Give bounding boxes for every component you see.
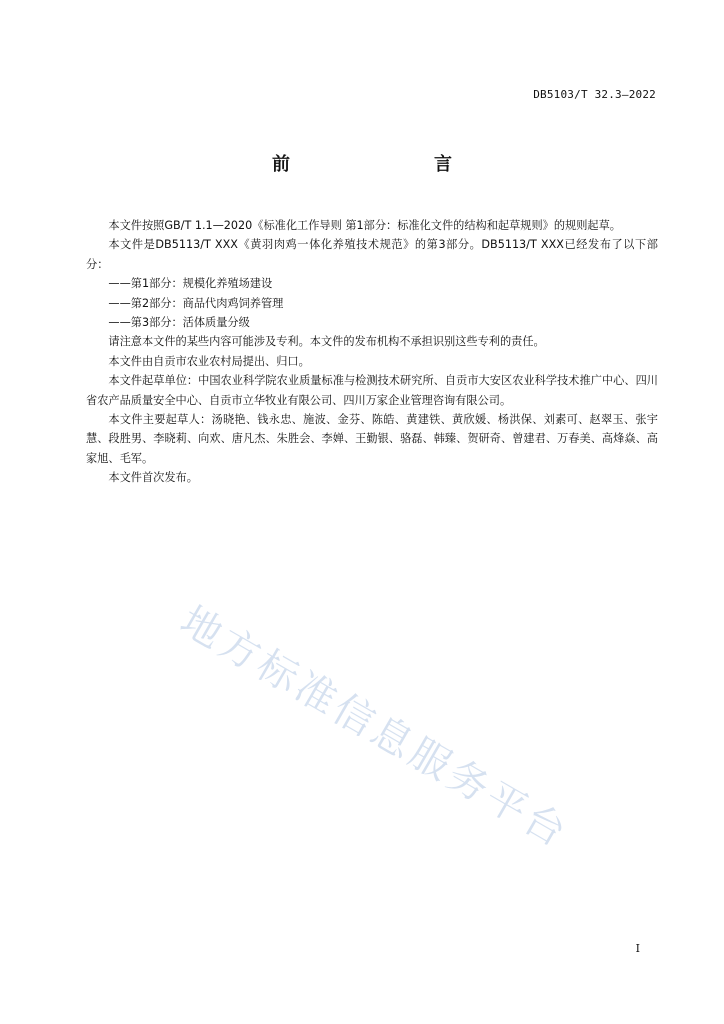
page-number: I: [635, 942, 640, 955]
watermark: 地方标准信息服务平台: [172, 597, 577, 858]
document-body: [86, 216, 658, 488]
paragraph-patent-notice: 请注意本文件的某些内容可能涉及专利。本文件的发布机构不承担识别这些专利的责任。: [108, 335, 545, 349]
paragraph-drafting-units: 本文件起草单位：中国农业科学院农业质量标准与检测技术研究所、自贡市大安区农业科学技术推广中心、四川省农产品质量安全中心、自贡市立华牧业有限公司、四川万家企业管理咨询有限公司。: [86, 374, 658, 407]
list-item-part-2: ——第2部分：商品代肉鸡饲养管理: [108, 296, 284, 310]
paragraph-drafters: 本文件主要起草人：汤晓艳、钱永忠、施波、金芬、陈皓、黄建铁、黄欣媛、杨洪保、刘素可、赵翠玉、张宇慧、段胜男、李晓莉、向欢、唐凡杰、朱胜会、李婵、王勤银、骆磊、韩臻、贺研奇、曾建君、万春美、高烽焱、高家旭、毛军。: [86, 413, 658, 465]
list-item-part-3: ——第3部分：活体质量分级: [108, 316, 250, 330]
paragraph-first-release: 本文件首次发布。: [108, 471, 198, 485]
paragraph-proposer: 本文件由自贡市农业农村局提出、归口。: [108, 354, 310, 368]
page-title: 前 言: [272, 154, 488, 175]
paragraph-series-info: 本文件是DB5113/T XXX《黄羽肉鸡一体化养殖技术规范》的第3部分。DB5113/T XXX已经发布了以下部分：: [86, 238, 658, 271]
paragraph-drafting-rules: 本文件按照GB/T 1.1—2020《标准化工作导则 第1部分：标准化文件的结构和起草规则》的规则起草。: [108, 219, 621, 232]
list-item-part-1: ——第1部分：规模化养殖场建设: [108, 277, 273, 291]
document-code: DB5103/T 32.3—2022: [533, 88, 656, 101]
